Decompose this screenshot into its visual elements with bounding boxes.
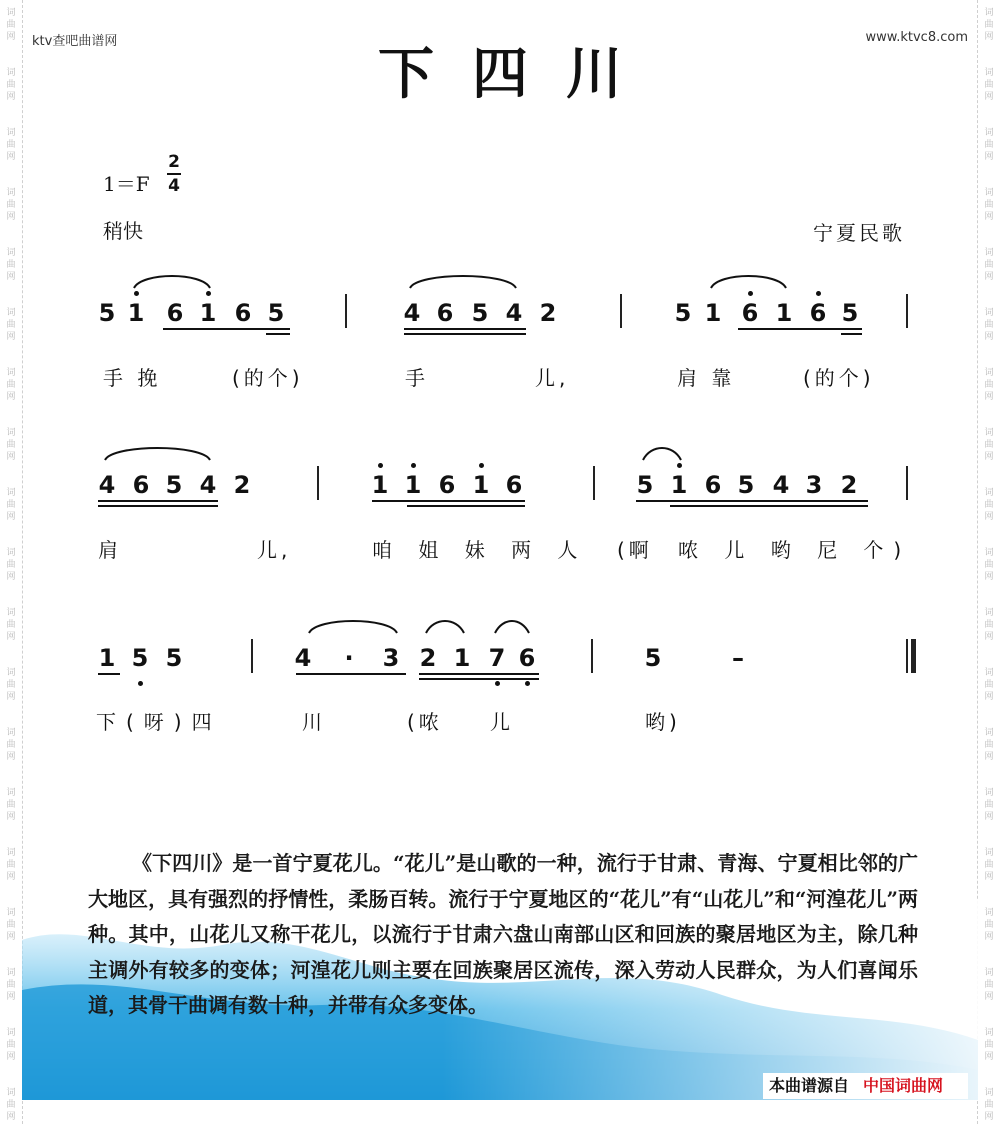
watermark-char: 词 <box>6 788 16 798</box>
slur <box>711 276 786 288</box>
watermark-char: 词 <box>984 728 994 738</box>
watermark-char: 网 <box>984 752 994 762</box>
lyric: (啊 <box>617 538 653 562</box>
note: 4 <box>403 299 421 327</box>
underline-sixteenth <box>266 333 290 335</box>
note: 3 <box>382 644 400 672</box>
lyric: (的个) <box>803 366 875 390</box>
watermark-char: 网 <box>6 992 16 1002</box>
note: 5 <box>674 299 692 327</box>
final-barline <box>906 639 908 673</box>
underline-eighth <box>738 328 862 330</box>
watermark-char: 词 <box>6 128 16 138</box>
slur <box>309 621 397 633</box>
watermark-char: 词 <box>984 968 994 978</box>
high-octave-dot <box>748 291 753 296</box>
watermark-char: 网 <box>984 992 994 1002</box>
note: 5 <box>267 299 285 327</box>
lyric: 手 <box>405 366 429 390</box>
watermark-char: 词 <box>6 368 16 378</box>
note: 1 <box>127 299 145 327</box>
lyric: 哟) <box>645 710 681 734</box>
note: 5 <box>165 471 183 499</box>
high-octave-dot <box>206 291 211 296</box>
watermark-char: 网 <box>6 692 16 702</box>
watermark-char: 曲 <box>6 680 16 690</box>
watermark-char: 曲 <box>6 560 16 570</box>
underline-sixteenth <box>98 505 218 507</box>
note: 1 <box>199 299 217 327</box>
note: 5 <box>98 299 116 327</box>
watermark-char: 词 <box>6 1028 16 1038</box>
watermark-char: 网 <box>6 332 16 342</box>
watermark-char: 词 <box>6 68 16 78</box>
note: 2 <box>233 471 251 499</box>
watermark-char: 词 <box>6 188 16 198</box>
slur <box>426 621 464 633</box>
barline <box>906 466 908 500</box>
note: 6 <box>809 299 827 327</box>
lyric: 下(呀)四 <box>96 710 222 734</box>
watermark-char: 词 <box>6 488 16 498</box>
watermark-char: 网 <box>6 632 16 642</box>
song-description: 《下四川》是一首宁夏花儿。“花儿”是山歌的一种，流行于甘肃、青海、宁夏相比邻的广大地区，具有强烈的抒情性，柔肠百转。流行于宁夏地区的“花儿”有“山花儿”和“河湟花儿”两种。其中，山花儿又称干花儿，以流行于甘肃六盘山南部山区和回族的聚居地区为主，除几种主调外有较多的变体；河湟花儿则主要在回族聚居区流传，深入劳动人民群众，为人们喜闻乐道，其骨干曲调有数十种，并带有众多变体。 <box>88 851 918 1017</box>
watermark-char: 词 <box>984 128 994 138</box>
watermark-char: 词 <box>984 908 994 918</box>
watermark-char: 曲 <box>984 980 994 990</box>
watermark-char: 曲 <box>6 20 16 30</box>
watermark-char: 曲 <box>6 320 16 330</box>
watermark-char: 词 <box>984 548 994 558</box>
watermark-char: 网 <box>984 152 994 162</box>
watermark-char: 词 <box>984 188 994 198</box>
watermark-char: 曲 <box>6 440 16 450</box>
low-octave-dot <box>495 681 500 686</box>
source-prefix: 本曲谱源自 <box>769 1076 850 1095</box>
watermark-char: 曲 <box>6 80 16 90</box>
song-title: 下四川 <box>378 41 660 107</box>
note: 5 <box>471 299 489 327</box>
watermark-char: 网 <box>6 1112 16 1122</box>
watermark-char: 网 <box>6 932 16 942</box>
watermark-char: 词 <box>984 428 994 438</box>
watermark-char: 网 <box>6 812 16 822</box>
note: 6 <box>505 471 523 499</box>
watermark-char: 曲 <box>984 80 994 90</box>
note: 6 <box>166 299 184 327</box>
note: 4 <box>772 471 790 499</box>
note: 1 <box>472 471 490 499</box>
underline-sixteenth <box>841 333 862 335</box>
slur <box>643 448 681 460</box>
note: 6 <box>234 299 252 327</box>
watermark-char: 曲 <box>6 140 16 150</box>
watermark-char: 曲 <box>6 500 16 510</box>
watermark-char: 网 <box>984 812 994 822</box>
note: 5 <box>165 644 183 672</box>
note: 4 <box>98 471 116 499</box>
watermark-char: 网 <box>6 512 16 522</box>
watermark-char: 词 <box>6 428 16 438</box>
watermark-char: 曲 <box>6 860 16 870</box>
lyric: 咱 姐 妹 两 人 <box>372 538 588 562</box>
note: 1 <box>98 644 116 672</box>
low-octave-dot <box>138 681 143 686</box>
note: 5 <box>636 471 654 499</box>
note: 5 <box>131 644 149 672</box>
watermark-char: 词 <box>984 308 994 318</box>
note: 2 <box>840 471 858 499</box>
watermark-char: 网 <box>6 152 16 162</box>
low-octave-dot <box>525 681 530 686</box>
watermark-char: 曲 <box>6 740 16 750</box>
watermark-char: 曲 <box>6 1040 16 1050</box>
slur <box>134 276 210 288</box>
note: 1 <box>404 471 422 499</box>
watermark-char: 网 <box>984 392 994 402</box>
watermark-char: 曲 <box>984 1100 994 1110</box>
barline <box>620 294 622 328</box>
slur <box>105 448 210 460</box>
watermark-char: 网 <box>984 512 994 522</box>
watermark-char: 网 <box>6 32 16 42</box>
watermark-char: 曲 <box>6 380 16 390</box>
note: 6 <box>436 299 454 327</box>
barline <box>591 639 593 673</box>
note: 4 <box>294 644 312 672</box>
note: 6 <box>438 471 456 499</box>
watermark-char: 曲 <box>984 200 994 210</box>
watermark-char: 曲 <box>984 140 994 150</box>
watermark-char: 曲 <box>6 620 16 630</box>
watermark-char: 曲 <box>984 260 994 270</box>
watermark-char: 词 <box>984 668 994 678</box>
lyric: 儿 <box>490 710 514 734</box>
barline <box>906 294 908 328</box>
watermark-char: 网 <box>984 212 994 222</box>
tempo-marking: 稍快 <box>103 219 143 243</box>
watermark-char: 网 <box>6 92 16 102</box>
watermark-char: 曲 <box>984 740 994 750</box>
underline-sixteenth <box>419 678 539 680</box>
note: 6 <box>518 644 536 672</box>
lyric: 肩 靠 <box>677 366 736 390</box>
watermark-char: 曲 <box>984 800 994 810</box>
watermark-char: 词 <box>984 68 994 78</box>
lyric: 哝 儿 哟 尼 个) <box>678 538 912 562</box>
watermark-char: 曲 <box>984 560 994 570</box>
note: – <box>732 644 744 672</box>
watermark-char: 网 <box>6 392 16 402</box>
composer: 宁夏民歌 <box>813 221 905 245</box>
watermark-char: 网 <box>984 1112 994 1122</box>
underline-eighth <box>163 328 290 330</box>
watermark-char: 词 <box>6 728 16 738</box>
watermark-char: 网 <box>6 752 16 762</box>
watermark-char: 网 <box>984 92 994 102</box>
underline-eighth <box>98 673 120 675</box>
watermark-char: 词 <box>984 848 994 858</box>
watermark-char: 曲 <box>984 920 994 930</box>
watermark-char: 词 <box>6 548 16 558</box>
watermark-char: 词 <box>6 848 16 858</box>
note: 5 <box>841 299 859 327</box>
high-octave-dot <box>677 463 682 468</box>
watermark-char: 曲 <box>984 680 994 690</box>
final-barline <box>911 639 916 673</box>
source-site-link[interactable]: 中国词曲网 <box>863 1076 944 1095</box>
time-signature-top: 2 <box>168 152 180 172</box>
note: 1 <box>371 471 389 499</box>
underline-sixteenth <box>670 505 868 507</box>
lyric: (的个) <box>232 366 304 390</box>
watermark-char: 词 <box>6 248 16 258</box>
watermark-char: 词 <box>984 1088 994 1098</box>
key-signature: 1＝F <box>103 172 150 196</box>
watermark-char: 网 <box>6 572 16 582</box>
watermark-char: 网 <box>984 1052 994 1062</box>
watermark-char: 曲 <box>6 920 16 930</box>
watermark-char: 词 <box>984 788 994 798</box>
underline-sixteenth <box>404 333 526 335</box>
watermark-char: 曲 <box>984 440 994 450</box>
note: 2 <box>419 644 437 672</box>
underline-eighth <box>419 673 539 675</box>
watermark-char: 曲 <box>984 1040 994 1050</box>
watermark-char: 网 <box>984 692 994 702</box>
site-name-left[interactable]: ktv查吧曲谱网 <box>32 34 118 49</box>
watermark-char: 网 <box>6 212 16 222</box>
lyric: (哝 <box>407 710 443 734</box>
watermark-char: 曲 <box>984 860 994 870</box>
lyric: 儿, <box>535 366 570 390</box>
lyric: 川 <box>302 710 326 734</box>
note: 7 <box>488 644 506 672</box>
note: 6 <box>741 299 759 327</box>
watermark-char: 网 <box>984 572 994 582</box>
underline-eighth <box>404 328 526 330</box>
watermark-char: 词 <box>984 248 994 258</box>
site-url-right[interactable]: www.ktvc8.com <box>865 30 968 45</box>
watermark-char: 网 <box>984 32 994 42</box>
source-credit <box>763 1073 968 1099</box>
note: 4 <box>199 471 217 499</box>
note: 1 <box>670 471 688 499</box>
watermark-char: 曲 <box>984 620 994 630</box>
slur <box>495 621 529 633</box>
watermark-char: 曲 <box>6 1100 16 1110</box>
watermark-char: 网 <box>984 872 994 882</box>
note: 1 <box>775 299 793 327</box>
time-signature-bottom: 4 <box>168 176 180 196</box>
barline <box>593 466 595 500</box>
watermark-char: 曲 <box>984 380 994 390</box>
underline-eighth <box>636 500 868 502</box>
watermark-char: 曲 <box>984 500 994 510</box>
high-octave-dot <box>134 291 139 296</box>
watermark-char: 网 <box>6 272 16 282</box>
watermark-char: 词 <box>984 488 994 498</box>
watermark-char: 网 <box>984 452 994 462</box>
barline <box>345 294 347 328</box>
note: 1 <box>704 299 722 327</box>
note: 4 <box>505 299 523 327</box>
high-octave-dot <box>378 463 383 468</box>
underline-sixteenth <box>407 505 525 507</box>
barline <box>251 639 253 673</box>
watermark-char: 网 <box>6 1052 16 1062</box>
underline-eighth <box>372 500 525 502</box>
note: 6 <box>704 471 722 499</box>
watermark-char: 词 <box>6 668 16 678</box>
watermark-char: 词 <box>6 968 16 978</box>
watermark-char: 词 <box>6 1088 16 1098</box>
lyric: 肩 <box>98 538 122 562</box>
watermark-char: 曲 <box>984 20 994 30</box>
underline-eighth <box>296 673 406 675</box>
note: 6 <box>132 471 150 499</box>
watermark-char: 网 <box>984 932 994 942</box>
note: 3 <box>805 471 823 499</box>
watermark-char: 网 <box>984 632 994 642</box>
watermark-char: 词 <box>984 608 994 618</box>
note: 2 <box>539 299 557 327</box>
lyric: 手 挽 <box>103 366 162 390</box>
watermark-char: 网 <box>6 872 16 882</box>
slur <box>410 276 516 288</box>
watermark-char: 词 <box>984 368 994 378</box>
watermark-char: 词 <box>6 308 16 318</box>
watermark-char: 曲 <box>6 260 16 270</box>
watermark-char: 网 <box>6 452 16 462</box>
watermark-char: 曲 <box>984 320 994 330</box>
watermark-char: 词 <box>6 8 16 18</box>
note: · <box>344 644 354 672</box>
note: 5 <box>644 644 662 672</box>
watermark-char: 词 <box>6 908 16 918</box>
high-octave-dot <box>479 463 484 468</box>
watermark-char: 词 <box>984 1028 994 1038</box>
note: 5 <box>737 471 755 499</box>
high-octave-dot <box>411 463 416 468</box>
lyric: 儿, <box>257 538 292 562</box>
watermark-char: 曲 <box>6 980 16 990</box>
underline-eighth <box>98 500 218 502</box>
watermark-char: 词 <box>6 608 16 618</box>
barline <box>317 466 319 500</box>
high-octave-dot <box>816 291 821 296</box>
watermark-char: 词 <box>984 8 994 18</box>
watermark-char: 曲 <box>6 200 16 210</box>
note: 1 <box>453 644 471 672</box>
watermark-char: 曲 <box>6 800 16 810</box>
watermark-char: 网 <box>984 272 994 282</box>
watermark-char: 网 <box>984 332 994 342</box>
